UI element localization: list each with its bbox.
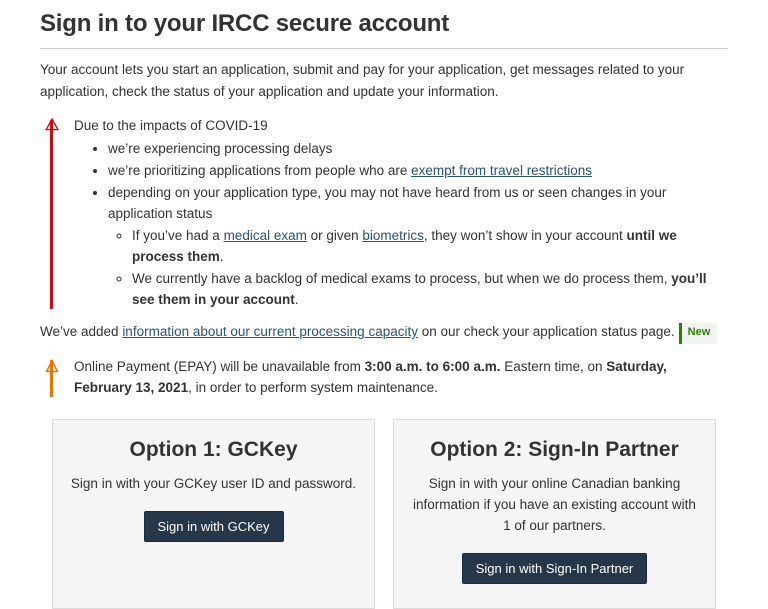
sub-0-bold: until we process them [132,228,677,265]
sign-in-with-gckey-button[interactable]: Sign in with GCKey [144,511,284,542]
medical-exam-link[interactable]: medical exam [223,228,307,244]
covid-item-0-text: we’re experiencing processing delays [108,140,333,156]
covid-item-2-text: depending on your application type, you may not have heard from us or seen changes in your application status [108,184,667,221]
processing-capacity-note [40,321,728,344]
covid-alert-sublist [108,226,728,311]
payment-alert-text [74,356,728,399]
option-sign-in-partner-title: Option 2: Sign-In Partner [430,437,679,461]
payment-p2: Eastern time, on [500,358,607,374]
capacity-prefix: We’ve added [40,324,123,340]
capacity-suffix: on our check your application status page. [417,324,675,340]
list-item [132,226,728,268]
processing-capacity-link[interactable]: information about our current processing capacity [122,324,418,340]
payment-alert [40,356,728,399]
sub-0-p3: , they won’t show in your account [423,228,627,244]
exempt-travel-restrictions-link[interactable]: exempt from travel restrictions [411,162,592,178]
list-item [108,139,728,160]
sub-1-p2: . [294,292,299,308]
intro-paragraph: Your account lets you start an application, submit and pay for your application, get messages related to your application, check the status of your application and update your information. [40,62,685,99]
payment-p1: Online Payment (EPAY) will be unavailable from [74,358,365,374]
exclamation-circle-icon: ⚠ [44,117,60,135]
new-badge: New [679,323,718,344]
sub-1-bold: you’ll see them in your account [132,271,707,308]
sub-0-p2: or given [306,228,363,244]
page-title: Sign in to your IRCC secure account [40,10,728,49]
sub-1-p1: We currently have a backlog of medical exams to process, but when we do process them, [132,271,672,287]
page-container [0,10,768,576]
covid-alert [40,116,728,311]
sign-in-with-sign-in-partner-button[interactable]: Sign in with Sign-In Partner [462,553,648,584]
payment-bold2: Saturday, February 13, 2021 [74,358,667,396]
sign-in-options [40,419,728,609]
sub-0-p1: If you’ve had a [132,228,224,244]
sub-0-p4: . [219,249,224,265]
list-item [108,183,728,312]
payment-bold1: 3:00 a.m. to 6:00 a.m. [364,358,501,374]
option-gckey-title: Option 1: GCKey [129,437,298,461]
alert-bar [50,120,53,309]
option-gckey-description: Sign in with your GCKey user ID and password. [70,475,357,491]
list-item [108,161,728,182]
covid-alert-heading: Due to the impacts of COVID-19 [74,118,268,134]
biometrics-link[interactable]: biometrics [362,228,424,244]
covid-item-1-prefix: we’re prioritizing applications from people who are [108,162,412,178]
option-gckey-panel [52,419,375,609]
covid-alert-list [74,139,728,311]
list-item [132,269,728,311]
payment-p3: , in order to perform system maintenance. [188,380,438,396]
option-sign-in-partner-description: Sign in with your online Canadian banking information if you have an existing account with 1 of our partners. [413,475,696,533]
option-sign-in-partner-panel [393,419,716,609]
warning-triangle-icon: △ [45,356,59,374]
